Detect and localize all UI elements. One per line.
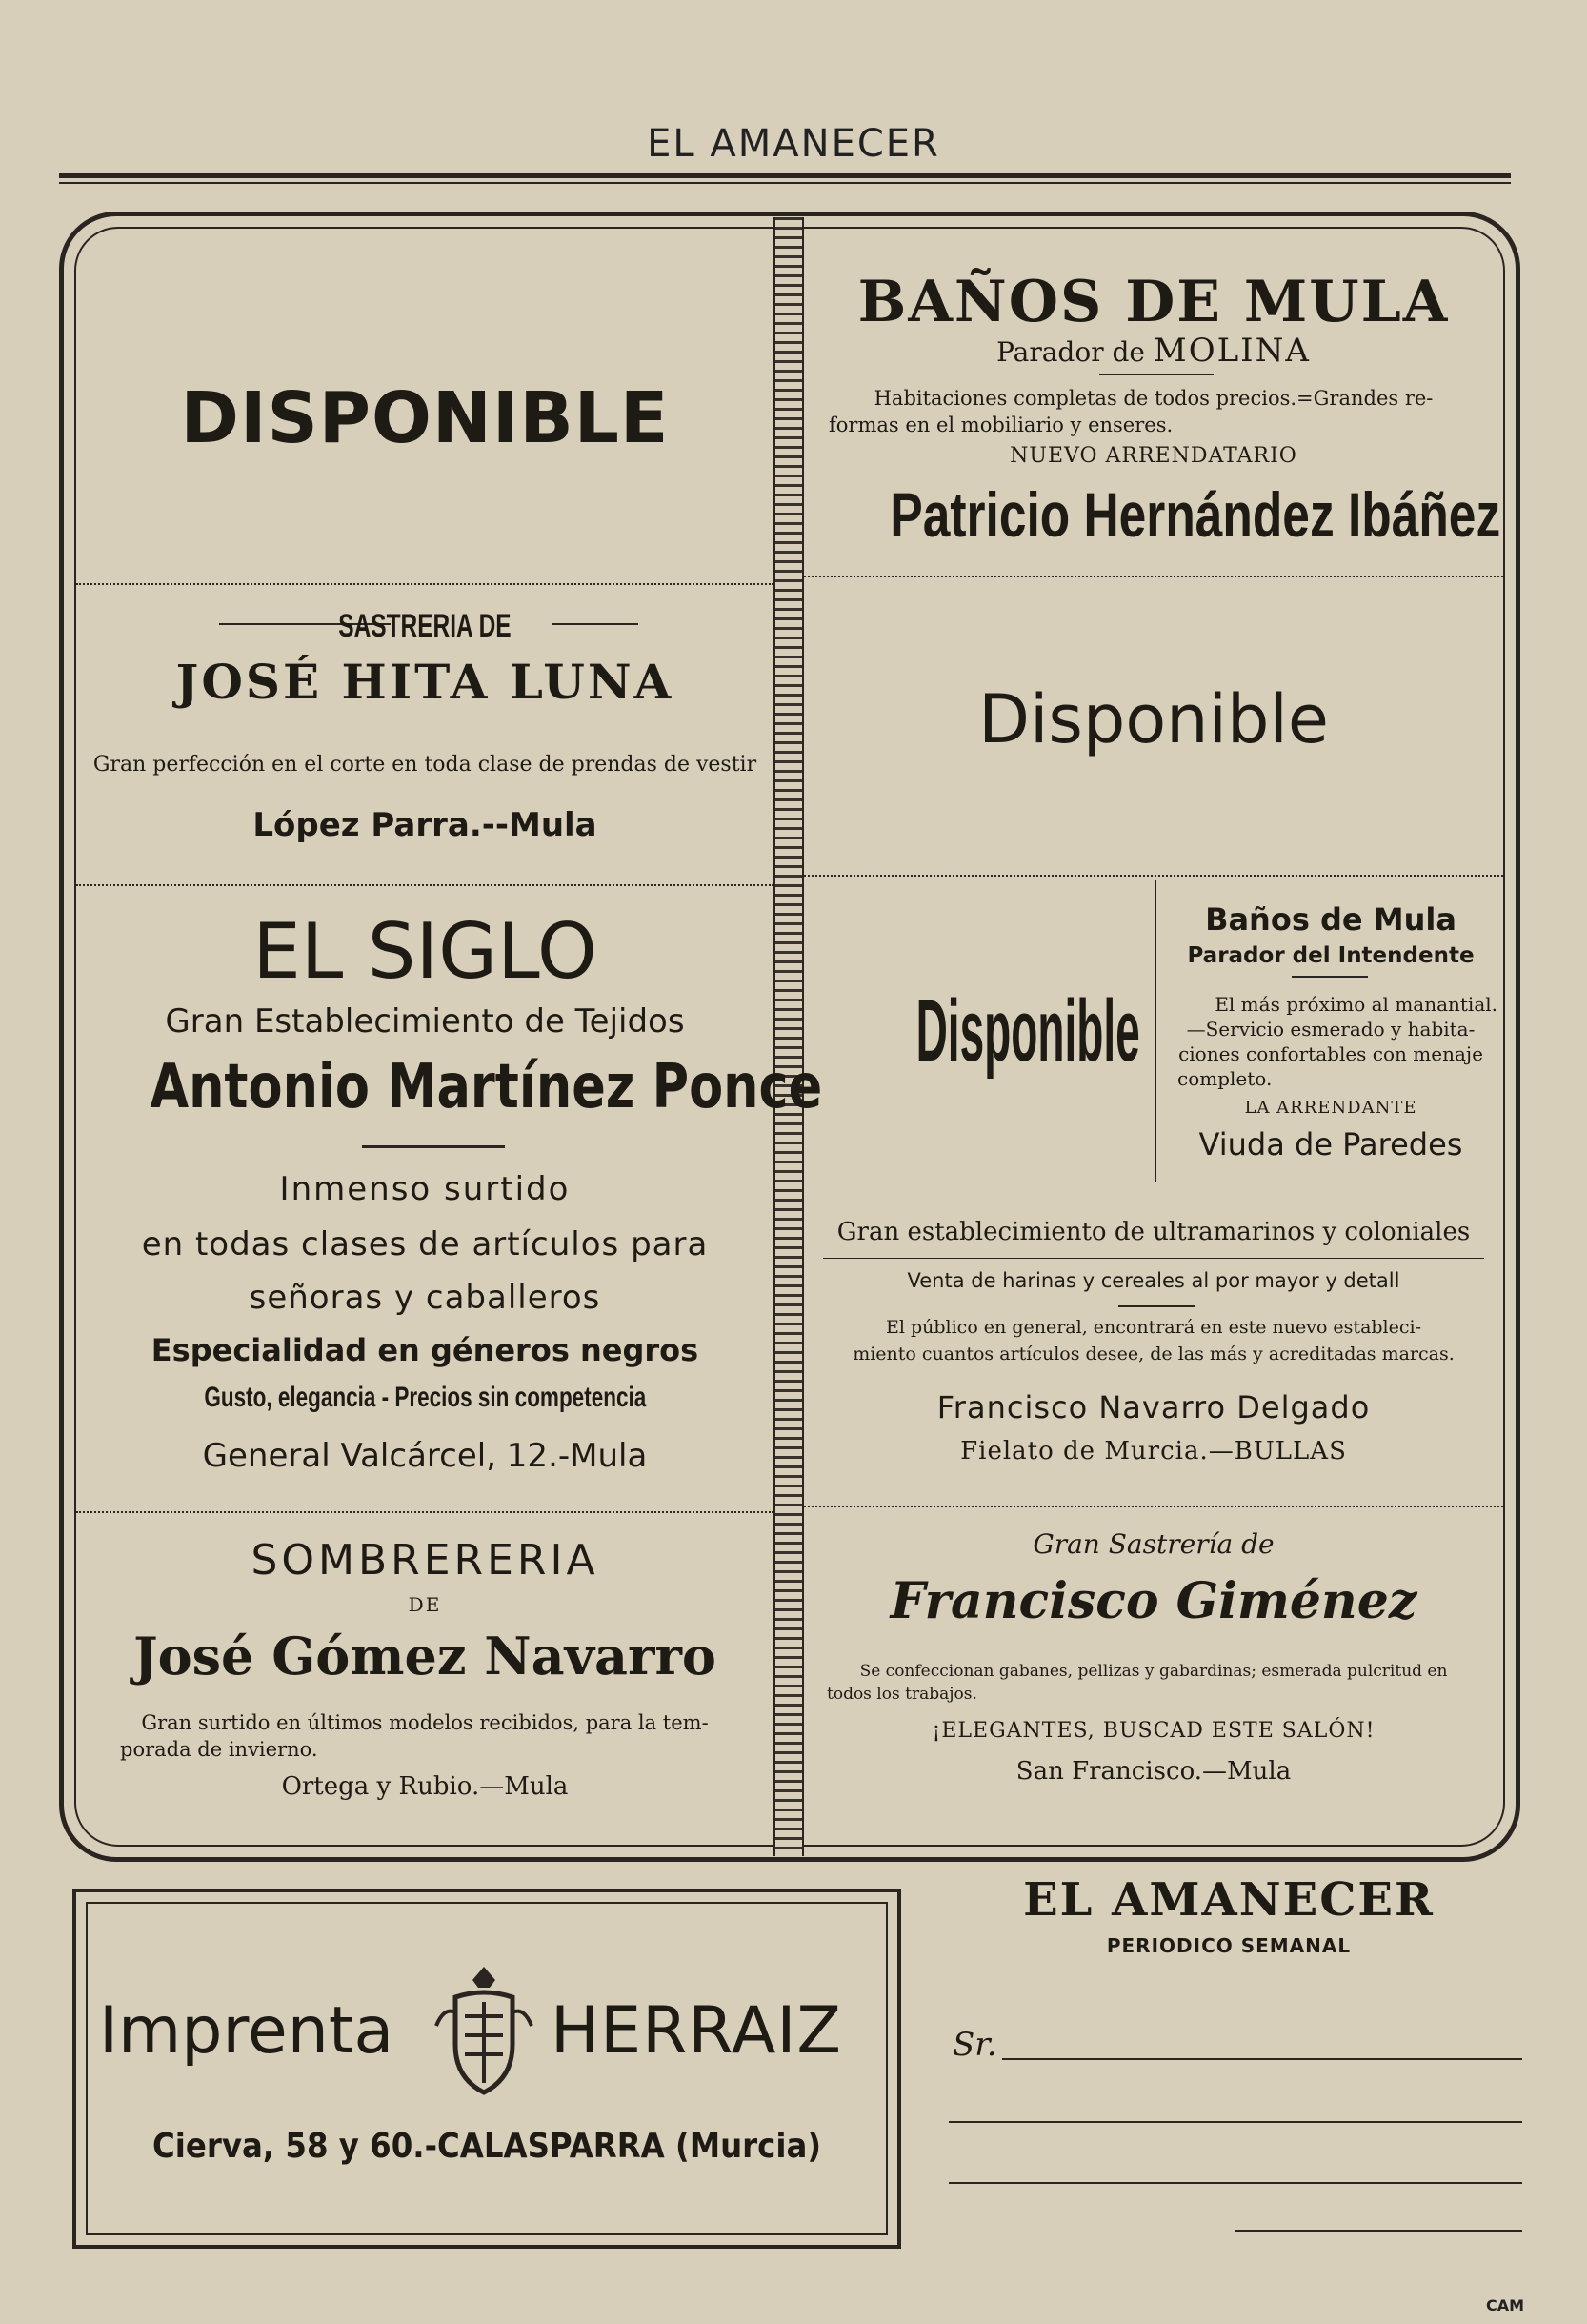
banos-molina-label: NUEVO ARRENDATARIO	[1010, 444, 1297, 468]
ad-disponible-1	[76, 229, 773, 583]
hita-name: JOSÉ HITA LUNA	[175, 654, 674, 710]
ad-banos-intendente	[1158, 877, 1503, 1182]
ad-ultramarinos	[804, 1185, 1503, 1506]
subscription-salutation: Sr.	[953, 2026, 997, 2064]
intendente-owner: Viuda de Paredes	[1198, 1126, 1463, 1162]
ultramarinos-title: Gran establecimiento de ultramarinos y coloniales	[836, 1218, 1471, 1246]
ad-sastreria-gimenez	[804, 1507, 1503, 1837]
page-masthead: EL AMANECER	[647, 122, 940, 166]
banos-molina-subtitle	[804, 332, 1503, 370]
gimenez-kicker: Gran Sastrería de	[1033, 1528, 1275, 1560]
ultramarinos-rule	[823, 1258, 1484, 1259]
el-siglo-special: Especialidad en géneros negros	[151, 1332, 699, 1368]
imprenta-address-row	[86, 2127, 888, 2166]
hita-address: López Parra.--Mula	[252, 806, 597, 844]
imprenta-left: Imprenta	[99, 1993, 394, 2069]
ad-disponible-3	[804, 877, 1155, 1182]
subscription-subtitle: PERIODICO SEMANAL	[1106, 1934, 1352, 1957]
disponible-3-row	[804, 981, 1155, 1081]
ad-sastreria-hita	[76, 585, 773, 884]
gimenez-owner: Francisco Giménez	[890, 1572, 1417, 1630]
el-siglo-subtitle: Gran Establecimiento de Tejidos	[165, 1002, 685, 1041]
banos-molina-owner-text: Patricio Hernández Ibáñez	[890, 479, 1501, 550]
sombrereria-de: DE	[408, 1593, 442, 1616]
ultramarinos-body-2: miento cuantos artículos desee, de las más y acreditadas marcas.	[853, 1344, 1455, 1364]
el-siglo-owner: Antonio Martínez Ponce	[150, 1052, 823, 1122]
coat-of-arms-icon	[427, 1959, 541, 2102]
el-siglo-line-2: en todas clases de artículos para	[141, 1225, 709, 1263]
center-ornamental-divider	[773, 217, 804, 1856]
ad-disponible-2	[804, 577, 1503, 875]
banos-molina-ornament	[1099, 374, 1214, 375]
sombrereria-owner: José Gómez Navarro	[133, 1626, 716, 1687]
hita-kicker: SASTRERIA DE	[338, 608, 512, 644]
ultramarinos-address: Fielato de Murcia.—BULLAS	[960, 1437, 1347, 1465]
intendente-body-2: —Servicio esmerado y habita-	[1186, 1018, 1476, 1041]
sombrereria-body-1: Gran surtido en últimos modelos recibidos, para la tem-	[141, 1711, 709, 1734]
disponible-1-text: DISPONIBLE	[180, 377, 670, 459]
ultramarinos-body-1: El público en general, encontrará en este nuevo estableci-	[885, 1317, 1422, 1338]
hita-body: Gran perfección en el corte en toda clase de prendas de vestir	[92, 753, 757, 777]
imprenta-address: Cierva, 58 y 60.-CALASPARRA (Murcia)	[151, 2127, 822, 2166]
gimenez-body-2: todos los trabajos.	[827, 1685, 977, 1704]
intendente-divider	[1155, 880, 1156, 1182]
el-siglo-title: EL SIGLO	[252, 907, 597, 996]
intendente-body-1: El más próximo al manantial.	[1215, 993, 1497, 1016]
imprenta-right: HERRAIZ	[551, 1993, 842, 2069]
intendente-body-3: ciones confortables con menaje	[1178, 1042, 1483, 1065]
sombrereria-body-2: porada de invierno.	[120, 1738, 318, 1761]
address-line-3	[949, 2182, 1522, 2184]
el-siglo-line-3: señoras y caballeros	[249, 1279, 601, 1317]
banos-molina-subtitle-pre: Parador de	[996, 336, 1145, 368]
ultramarinos-ornament	[1118, 1305, 1195, 1307]
gimenez-slogan: ¡ELEGANTES, BUSCAD ESTE SALÓN!	[932, 1719, 1376, 1743]
intendente-body-4: completo.	[1177, 1067, 1273, 1090]
banos-molina-subtitle-name: MOLINA	[1153, 332, 1311, 370]
disponible-2-text: Disponible	[978, 680, 1329, 758]
banos-molina-body-2: formas en el mobiliario y enseres.	[829, 414, 1174, 436]
address-line-4	[1235, 2230, 1522, 2232]
hita-kicker-row	[76, 608, 773, 645]
el-siglo-line-1: Inmenso surtido	[279, 1170, 571, 1208]
intendente-subtitle: Parador del Intendente	[1187, 943, 1475, 968]
el-siglo-owner-row	[76, 1052, 823, 1122]
cam-watermark: CAM	[1486, 2296, 1525, 2314]
ultramarinos-line-1: Venta de harinas y cereales al por mayor y detall	[907, 1269, 1400, 1292]
banos-molina-owner	[804, 478, 1503, 551]
banos-molina-title: BAÑOS DE MULA	[857, 269, 1450, 335]
gimenez-address: San Francisco.—Mula	[1015, 1757, 1292, 1786]
el-siglo-tagline-row	[76, 1382, 773, 1414]
gimenez-body-1: Se confeccionan gabanes, pellizas y gabardinas; esmerada pulcritud en	[859, 1662, 1448, 1681]
el-siglo-address: General Valcárcel, 12.-Mula	[202, 1437, 648, 1475]
sombrereria-address: Ortega y Rubio.—Mula	[281, 1772, 569, 1801]
el-siglo-ornament	[362, 1145, 505, 1148]
ultramarinos-owner: Francisco Navarro Delgado	[936, 1389, 1371, 1425]
address-line-2	[949, 2121, 1522, 2123]
banos-molina-body-1: Habitaciones completas de todos precios.=Grandes re-	[874, 387, 1434, 410]
disponible-3-text: Disponible	[915, 982, 1140, 1080]
ad-el-siglo	[76, 886, 823, 1511]
ad-imprenta	[86, 1902, 888, 2235]
ad-banos-molina	[804, 229, 1503, 576]
subscription-title: EL AMANECER	[1023, 1873, 1435, 1927]
ad-sombrereria	[76, 1513, 773, 1837]
intendente-title: Baños de Mula	[1205, 901, 1456, 938]
intendente-label: LA ARRENDANTE	[1244, 1098, 1417, 1118]
masthead-rule-thin	[59, 182, 1511, 184]
intendente-ornament	[1292, 976, 1368, 978]
masthead-rule	[59, 173, 1511, 178]
subscription-header	[934, 1873, 1524, 1988]
sombrereria-title: SOMBRERERIA	[251, 1536, 599, 1585]
address-line-1	[1002, 2058, 1522, 2060]
el-siglo-tagline: Gusto, elegancia - Precios sin competencia	[204, 1382, 646, 1413]
